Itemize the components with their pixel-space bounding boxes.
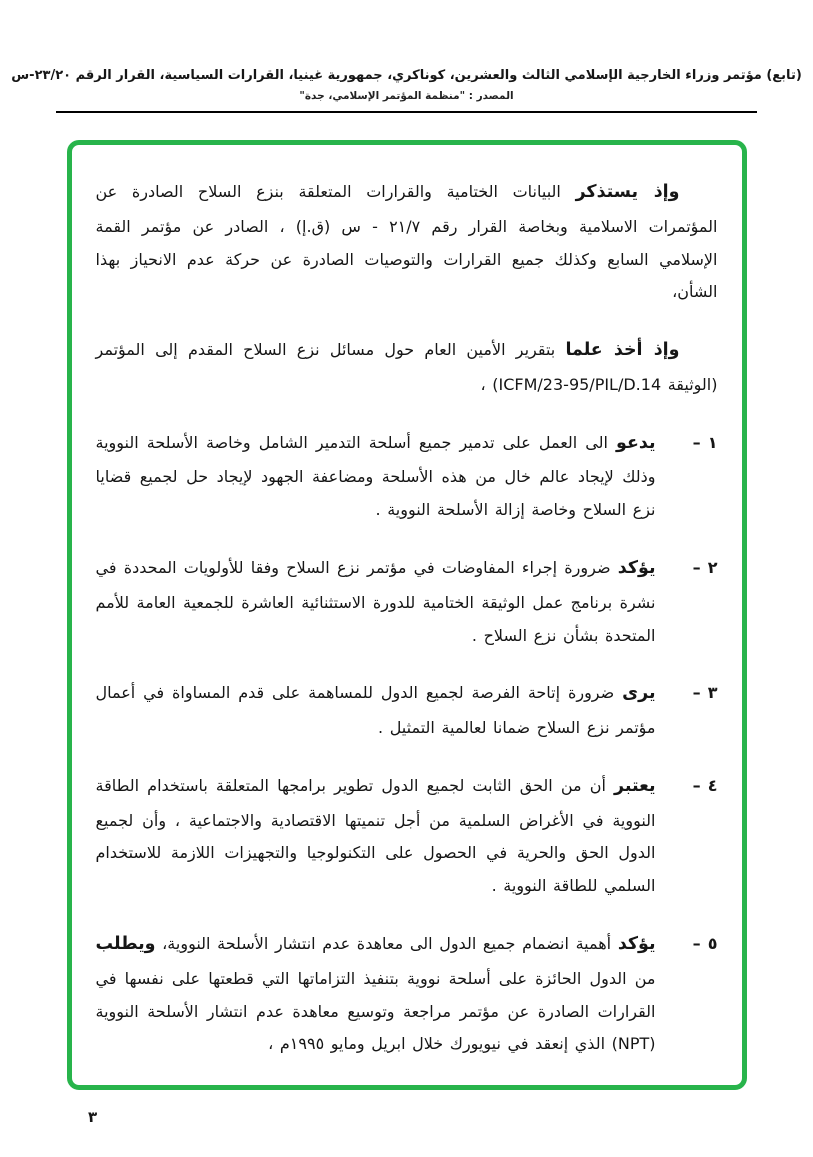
- item-lead-secondary: ويطلب: [95, 933, 156, 954]
- item-body: أهمية انضمام جميع الدول الى معاهدة عدم انتشار الأسلحة النووية،: [162, 933, 612, 953]
- preamble-paragraph-2: [96, 333, 718, 402]
- item-number: ٤ –: [692, 775, 718, 795]
- item-text: [96, 676, 656, 745]
- item-body: الى العمل على تدمير جميع أسلحة التدمير الشامل وخاصة الأسلحة النووية وذلك لإيجاد عالم خال من هذه الأسلحة ومضاعفة الجهود لإيجاد حل لجميع قضايا نزع السلاح وخاصة إزالة الأسلحة النووية .: [95, 432, 656, 520]
- resolution-item-4: [96, 769, 718, 903]
- item-text: [96, 927, 656, 1061]
- item-body: ضرورة إجراء المفاوضات في مؤتمر نزع السلاح وفقا للأولويات المحددة في نشرة برنامج عمل الوثيقة الختامية للدورة الاستثنائية العاشرة للجمعية العامة للأمم المتحدة بشأن نزع السلاح .: [95, 557, 656, 645]
- page-number: ٣: [88, 1108, 98, 1127]
- item-lead: يعتبر: [614, 775, 656, 796]
- resolution-item-2: [96, 551, 718, 652]
- item-number: ٣ –: [692, 683, 718, 703]
- item-dash: –: [692, 683, 701, 703]
- item-number: ٢ –: [692, 557, 718, 577]
- resolution-item-5: [96, 927, 718, 1061]
- document-header: [0, 0, 813, 102]
- item-body: ضرورة إتاحة الفرصة لجميع الدول للمساهمة على قدم المساواة في أعمال مؤتمر نزع السلاح ضمانا لعالمية التمثيل .: [95, 683, 656, 738]
- item-lead: يؤكد: [617, 933, 656, 954]
- item-dash: –: [692, 775, 701, 795]
- item-number: ٥ –: [692, 933, 718, 953]
- item-text: [96, 769, 656, 903]
- item-lead: يؤكد: [617, 557, 656, 578]
- item-lead: يدعو: [616, 432, 656, 453]
- header-source: المصدر : "منظمة المؤتمر الإسلامي، جدة": [299, 90, 514, 102]
- resolution-item-1: [96, 426, 718, 527]
- item-body: أن من الحق الثابت لجميع الدول تطوير برامجها المتعلقة باستخدام الطاقة النووية في الأغراض السلمية من أجل تنميتها الاقتصادية والاجتماعية ، وأن لجميع الدول الحق والحرية في الحصول على التكنولوجيا والتجهيزات اللازمة للاستخدام السلمي للطاقة النووية .: [95, 775, 656, 896]
- item-text: [96, 426, 656, 527]
- resolution-item-3: [96, 676, 718, 745]
- header-title: (تابع) مؤتمر وزراء الخارجية الإسلامي الثالث والعشرين، كوناكري، جمهورية غينيا، القرارات السياسية، القرار الرقم ٢٣/٢٠-س: [11, 68, 802, 83]
- preamble-lead-1: وإذ يستذكر: [575, 182, 680, 202]
- item-dash: –: [692, 933, 701, 953]
- content-highlight-box: [67, 140, 747, 1090]
- preamble-lead-2: وإذ أخذ علما: [565, 340, 680, 361]
- preamble-text-1: البيانات الختامية والقرارات المتعلقة بنزع السلاح الصادرة عن المؤتمرات الاسلامية وبخاصة القرار رقم ٢١/٧ - س (ق.إ) ، الصادر عن مؤتمر القمة الإسلامي السابع وكذلك جميع القرارات والتوصيات الصادرة عن حركة عدم الانحياز بهذا الشأن،: [95, 182, 718, 302]
- preamble-text-2: بتقرير الأمين العام حول مسائل نزع السلاح المقدم إلى المؤتمر (الوثيقة ICFM/23-95/PIL/D.14) ،: [95, 340, 718, 394]
- preamble-paragraph-1: [96, 175, 718, 309]
- item-text: [96, 551, 656, 652]
- item-lead: يرى: [622, 683, 656, 704]
- item-number: ١ –: [692, 432, 718, 452]
- item-body-secondary: من الدول الحائزة على أسلحة نووية بتنفيذ التزاماتها التي قطعتها على نفسها في القرارات الصادرة عن مؤتمر مراجعة وتوسيع معاهدة عدم انتشار الأسلحة النووية (NPT) الذي إنعقد في نيويورك خلال ابريل ومايو ١٩٩٥م ،: [95, 968, 656, 1054]
- header-divider: [56, 111, 757, 113]
- item-dash: –: [692, 432, 701, 452]
- item-dash: –: [692, 557, 701, 577]
